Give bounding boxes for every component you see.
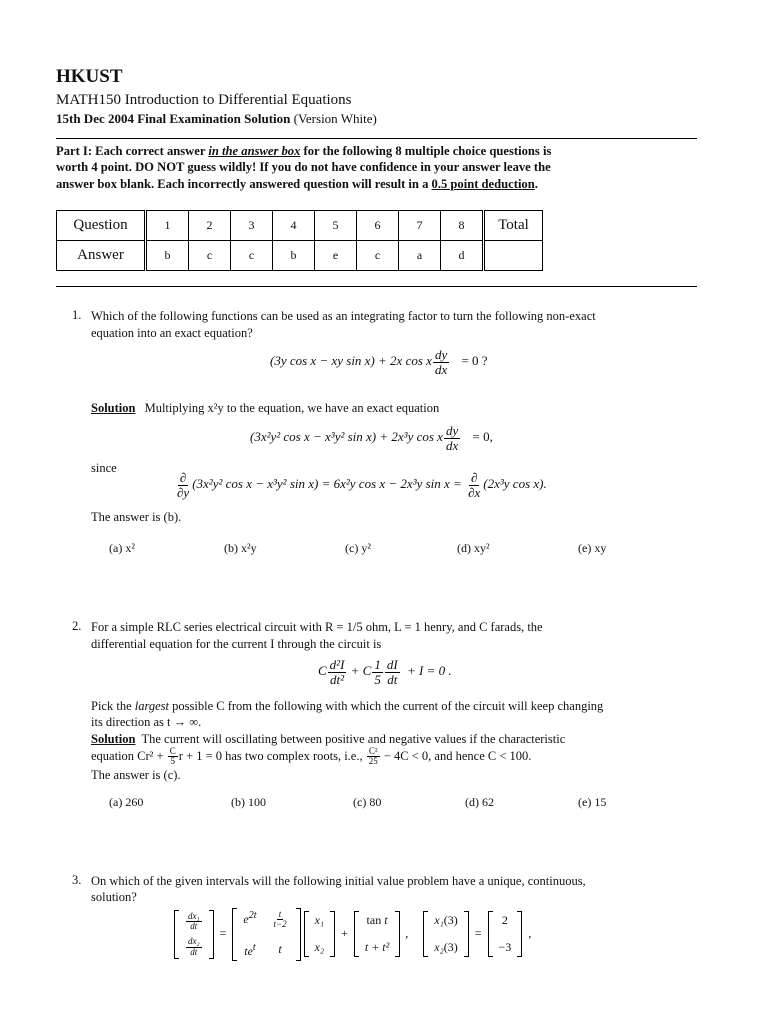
exam-version: (Version White): [293, 111, 377, 126]
exam-line: [56, 111, 377, 127]
q1-equation: (3y cos x − xy sin x) + 2x cos x $\frac{dy}{dx}$ = 0 ?: [270, 347, 488, 377]
q1-choice-b: (b) x²y: [224, 541, 257, 555]
question-number: 2: [189, 211, 231, 241]
solution-label: Solution: [91, 732, 136, 746]
q2-pick: Pick the largest possible C from the following with which the current of the circuit will keep changing its direction as t → ∞.: [91, 699, 604, 729]
q2-number: 2.: [72, 619, 82, 633]
top-rule: [56, 138, 697, 139]
q2-choice-e: (e) 15: [578, 795, 607, 809]
exam-date: 15th Dec 2004 Final Examination Solution: [56, 111, 291, 126]
solution-label: Solution: [91, 401, 136, 415]
answer-cell: c: [231, 241, 273, 271]
answer-header: Answer: [57, 241, 146, 271]
course-title: MATH150 Introduction to Differential Equations: [56, 92, 352, 108]
total-cell: [484, 241, 543, 271]
question-header: Question: [57, 211, 146, 241]
part1-instructions: Part I: Each correct answer in the answer box for the following 8 multiple choice questions is worth 4 point. DO NOT guess wildly! If you do not have confidence in your answer leave the answer box blank. Each incorrectly answered question will result in a 0.5 point deduction.: [56, 144, 552, 191]
answer-cell: b: [273, 241, 315, 271]
answer-row: [57, 241, 543, 271]
answer-cell: e: [315, 241, 357, 271]
q1-choice-c: (c) y²: [345, 541, 371, 555]
q1-since: since: [91, 461, 117, 475]
q1-choice-a: (a) x²: [109, 541, 135, 555]
q1-check-equation: $\frac{\partial}{\partial y}$ (3x²y² cos x − x³y² sin x) = 6x²y cos x − 2x³y sin x = $\frac{\partial}{\partial x}$ (2x³y cos x).: [177, 470, 547, 500]
question-number: 4: [273, 211, 315, 241]
q3-system-equation: $\frac{\text{dx₁}}{dt}$ $\frac{\text{dx₂}}{dt}$ = $e^{2t}$ $\frac{t}{t-2}$ $te^t$ t x₁ x₂ + tan t t + t² , x₁(3) x₂(3) = 2 −3 ,: [174, 908, 531, 961]
q1-answer: The answer is (b).: [91, 510, 182, 524]
answer-cell: a: [399, 241, 441, 271]
total-header: Total: [484, 211, 543, 241]
q3-text: On which of the given intervals will the following initial value problem have a unique, continuous, solution?: [91, 874, 586, 904]
q2-solution: Solution The current will oscillating between positive and negative values if the characteristic equation Cr² + $\frac{C}{5}$ r + 1 = 0 has two complex roots, i.e., $\frac{\text{C²}}{25}$ − 4C < 0, and hence C < 100. The answer is (c).: [91, 732, 566, 782]
q2-equation: C $\frac{\text{d²I}}{\text{dt²}}$ + C $\frac{1}{5}$ $\frac{dI}{dt}$ + I = 0 .: [318, 657, 452, 687]
q1-number: 1.: [72, 308, 82, 322]
answer-table: [56, 210, 543, 271]
q3-number: 3.: [72, 873, 82, 887]
answer-cell: c: [189, 241, 231, 271]
q1-text: Which of the following functions can be used as an integrating factor to turn the following non-exact equation into an exact equation?: [91, 309, 596, 340]
q2-choice-d: (d) 62: [465, 795, 494, 809]
q1-choice-d: (d) xy²: [457, 541, 490, 555]
q1-exact-equation: (3x²y² cos x − x³y² sin x) + 2x³y cos x $\frac{dy}{dx}$ = 0,: [250, 423, 493, 453]
question-number: 1: [146, 211, 189, 241]
q2-choice-b: (b) 100: [231, 795, 266, 809]
school-name: HKUST: [56, 66, 123, 87]
q1-solution: Solution Multiplying x²y to the equation, we have an exact equation: [91, 401, 440, 415]
question-number: 8: [441, 211, 484, 241]
q1-choice-e: (e) xy: [578, 541, 607, 555]
answer-cell: d: [441, 241, 484, 271]
question-number: 7: [399, 211, 441, 241]
q2-choice-c: (c) 80: [353, 795, 382, 809]
answer-cell: c: [357, 241, 399, 271]
table-rule: [56, 286, 697, 287]
question-number: 5: [315, 211, 357, 241]
q2-text: For a simple RLC series electrical circuit with R = 1/5 ohm, L = 1 henry, and C farads, the differential equation for the current I through the circuit is: [91, 620, 543, 651]
question-row: [57, 211, 543, 241]
q2-choice-a: (a) 260: [109, 795, 144, 809]
question-number: 3: [231, 211, 273, 241]
answer-cell: b: [146, 241, 189, 271]
question-number: 6: [357, 211, 399, 241]
